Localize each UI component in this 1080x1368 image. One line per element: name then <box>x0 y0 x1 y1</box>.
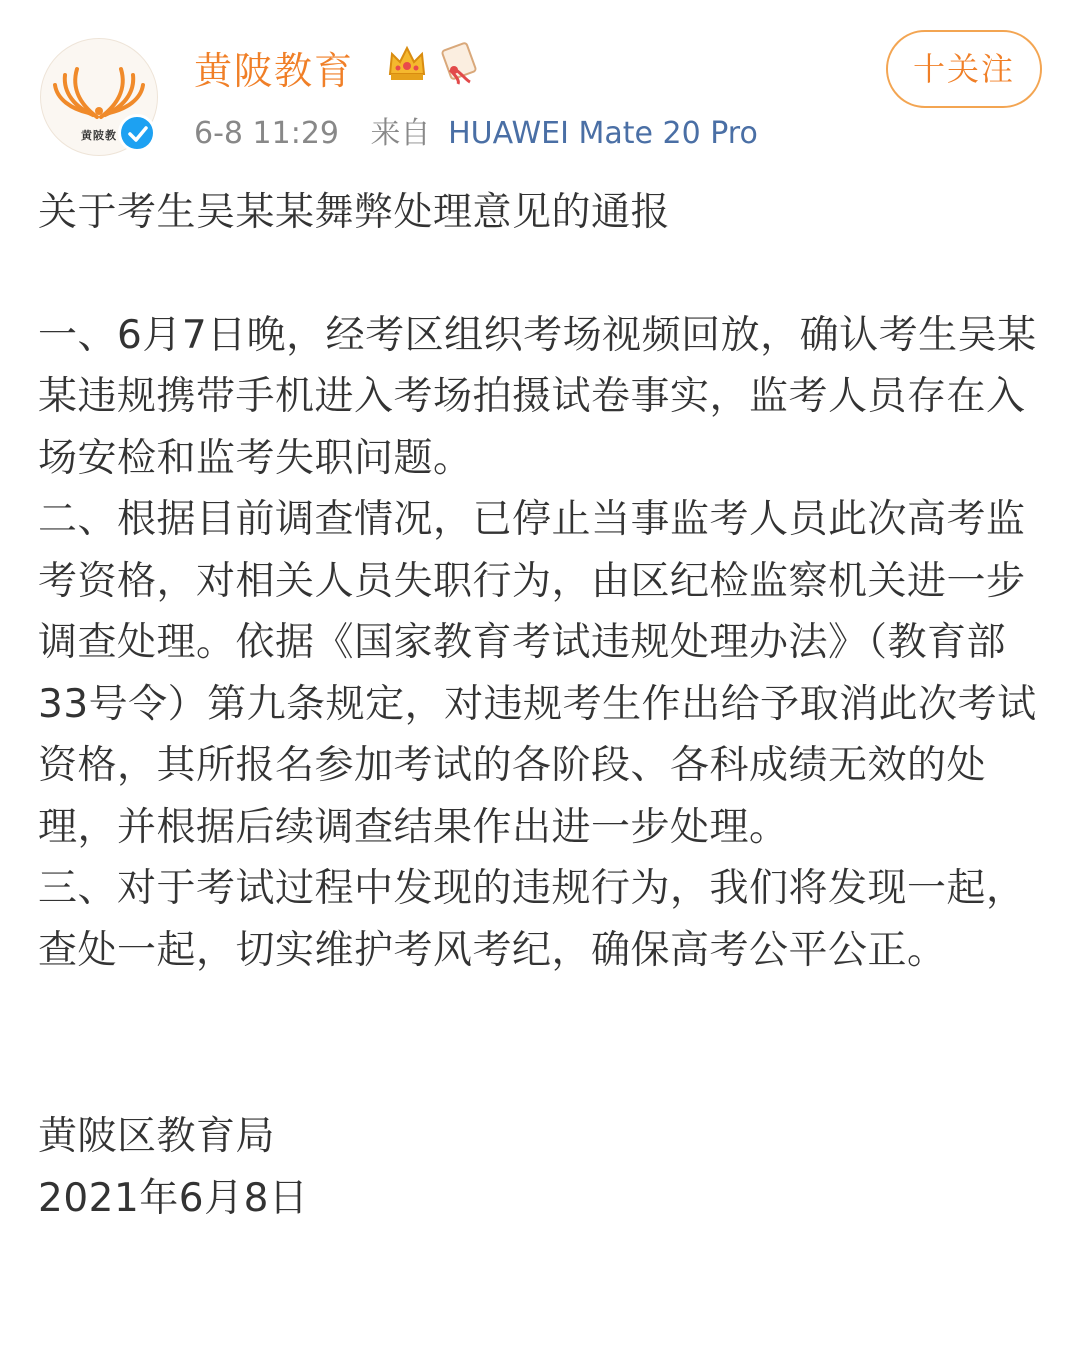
post-date: 2021年6月8日 <box>38 1175 309 1221</box>
source-prefix: 来自 <box>370 116 431 151</box>
post-meta <box>194 108 758 152</box>
paragraph-3: 三、对于考试过程中发现的违规行为，我们将发现一起，查处一起，切实维护考风考纪，确保高考公平公正。 <box>38 866 1026 973</box>
avatar-caption: 黄陂教 <box>81 129 117 142</box>
post-header <box>0 0 1080 170</box>
post-title: 关于考生吴某某舞弊处理意见的通报 <box>38 190 671 235</box>
post-time: 6-8 11:29 <box>194 116 339 151</box>
scroll-icon <box>436 40 482 86</box>
post-body <box>38 182 1038 1229</box>
account-name[interactable]: 黄陂教育 <box>194 49 355 93</box>
verified-icon <box>118 114 156 152</box>
source-device[interactable]: HUAWEI Mate 20 Pro <box>448 116 758 151</box>
paragraph-1: 一、6月7日晚，经考区组织考场视频回放，确认考生吴某某违规携带手机进入考场拍摄试卷事实，监考人员存在入场安检和监考失职问题。 <box>38 312 1037 481</box>
paragraph-2: 二、根据目前调查情况，已停止当事监考人员此次高考监考资格，对相关人员失职行为，由区纪检监察机关进一步调查处理。依据《国家教育考试违规处理办法》（教育部33号令）第九条规定，对违规考生作出给予取消此次考试资格，其所报名参加考试的各阶段、各科成绩无效的处理，并根据后续调查结果作出进一步处理。 <box>38 497 1037 850</box>
signature: 黄陂区教育局 <box>38 1114 276 1159</box>
follow-button[interactable]: 十关注 <box>886 30 1042 108</box>
crown-icon <box>386 40 428 84</box>
